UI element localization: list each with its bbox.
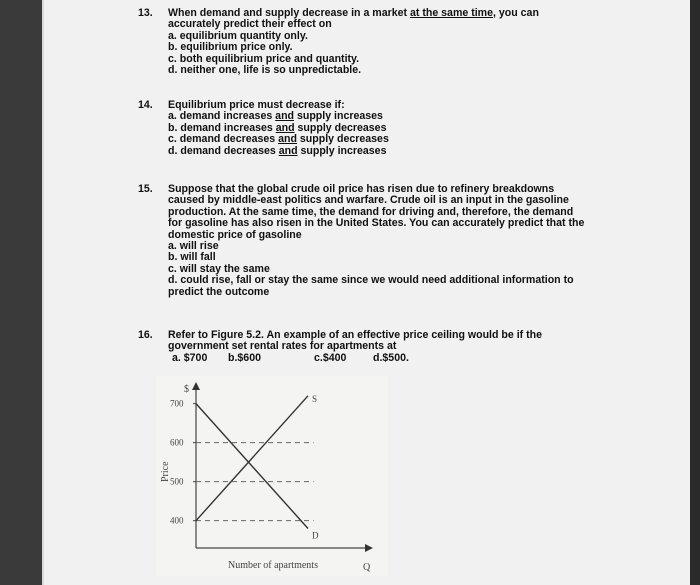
question-text-line: When demand and supply decrease in a market at the same time, you can: [168, 7, 539, 19]
y-axis-label: Price: [160, 461, 171, 482]
question-number: 16.: [138, 329, 153, 341]
answer-option-c: c. will stay the same: [168, 262, 270, 275]
x-axis-arrow: [365, 544, 373, 552]
answer-choice-d: d.$500.: [373, 351, 409, 364]
x-axis-end-label: Q: [363, 562, 371, 573]
figure-5-2-chart: [156, 376, 388, 576]
y-tick-label: 700: [170, 398, 184, 409]
y-tick-label: 500: [170, 476, 184, 487]
question-text-line: production. At the same time, the demand for driving and, therefore, the demand: [168, 205, 574, 218]
answer-option-d: d. neither one, life is so unpredictable.: [168, 64, 362, 77]
answer-option-c: c. demand decreases and supply decreases: [168, 133, 389, 146]
answer-choices-row: [168, 353, 608, 365]
question-number: 13.: [138, 7, 153, 19]
question-text-line: Equilibrium price must decrease if:: [168, 99, 345, 111]
question-text-line: for gasoline has also risen in the United States. You can accurately predict that the: [168, 217, 585, 230]
chart-svg: [156, 376, 388, 576]
question-number: 15.: [138, 183, 153, 195]
answer-option-d: d. could rise, fall or stay the same since we would need additional information to: [168, 274, 574, 287]
supply-curve-label: S: [312, 393, 318, 404]
answer-option-a: a. demand increases and supply increases: [168, 110, 383, 123]
answer-option-b: b. demand increases and supply decreases: [168, 121, 387, 134]
question-text-line: domestic price of gasoline: [168, 228, 302, 241]
answer-option-a: a. equilibrium quantity only.: [168, 29, 308, 42]
demand-curve: [196, 404, 308, 529]
question-text-line: Refer to Figure 5.2. An example of an effective price ceiling would be if the: [168, 329, 543, 341]
answer-option-c: c. both equilibrium price and quantity.: [168, 52, 360, 65]
page-edge-shadow: [0, 0, 44, 585]
answer-option-b: b. will fall: [168, 251, 216, 264]
y-axis-unit-label: $: [184, 384, 189, 395]
y-tick-label: 400: [170, 515, 184, 526]
answer-option-d: d. demand decreases and supply increases: [168, 144, 387, 157]
question-text-line: government set rental rates for apartments at: [168, 340, 397, 353]
question-text-line: Suppose that the global crude oil price has risen due to refinery breakdowns: [168, 183, 555, 195]
question-text-line: caused by middle-east politics and warfare. Crude oil is an input in the gasoline: [168, 194, 569, 207]
answer-option-d-continued: predict the outcome: [168, 285, 270, 298]
answer-option-a: a. will rise: [168, 240, 219, 253]
answer-choice-c: c.$400: [314, 351, 347, 364]
question-number: 14.: [138, 99, 153, 111]
question-text-line: accurately predict their effect on: [168, 18, 332, 31]
x-axis-label: Number of apartments: [228, 560, 318, 571]
y-tick-label: 600: [170, 437, 184, 448]
answer-choice-b: b.$600: [228, 351, 261, 364]
y-axis-arrow: [192, 382, 200, 390]
supply-curve: [196, 396, 308, 521]
answer-option-b: b. equilibrium price only.: [168, 41, 293, 54]
answer-choice-a: a. $700: [172, 351, 208, 364]
demand-curve-label: D: [312, 530, 319, 541]
